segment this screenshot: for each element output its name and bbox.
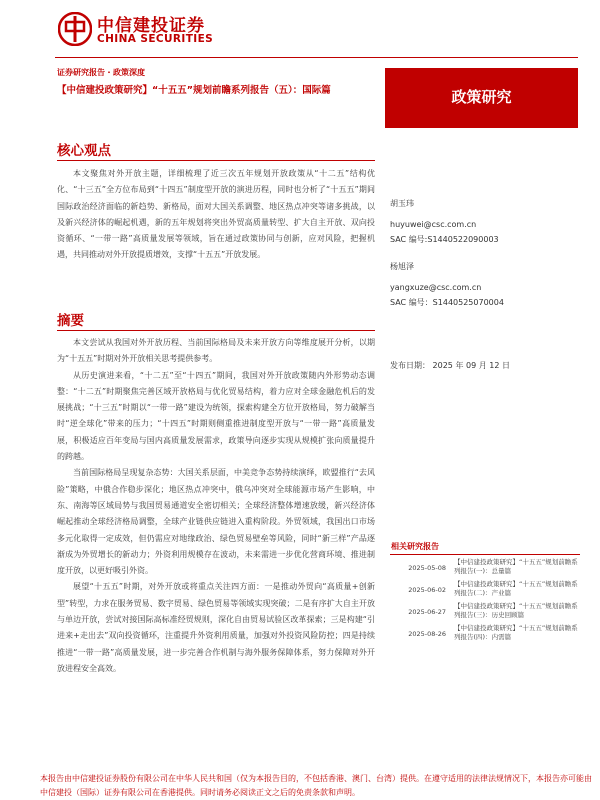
author-name: 杨旭泽: [390, 262, 414, 271]
related-item-title[interactable]: 【中信建投政策研究】“十五五”规划前瞻系列报告(三)：历史回顾篇: [454, 602, 578, 619]
summary-paragraph: 从历史演进来看，“十二五”至“十四五”期间，我国对外开放政策随内外形势动态调整：“十二五”时期聚焦完善区域开放格局与优化贸易结构，着力应对全球金融危机后的发展挑战；“十三五”时期以“一带一路”建设为统领，探索构建全方位开放格局，努力破解当时“逆全球化”带来的压力；“十四五”时期则侧重推进制度型开放与“一带一路”高质量发展，积极适应百年变局与国内高质量发展需求，政策导向逐步实现从规模扩张向质量提升的跨越。: [57, 370, 375, 462]
side-banner-label: 政策研究: [451, 88, 512, 106]
china-securities-logo-icon: [58, 12, 92, 46]
summary-paragraph: 当前国际格局呈现复杂态势：大国关系层面，中美竞争态势持续演绎，欧盟推行“去风险”策略，中俄合作稳步深化；地区热点冲突中，俄乌冲突对全球能源市场产生影响，中东、南海等区域局势与我国贸易通道安全密切相关；全球经济整体增速放缓，新兴经济体崛起推动全球经济格局调整，全球产业链供应链进入重构阶段。外贸领域，我国出口市场多元化取得一定成效，但仍需应对地缘政治、绿色贸易壁垒等风险，同时“新三样”产品逐渐成为外贸增长的新动力；外资利用规模存在波动，未来需进一步优化营商环境、推进制度开放，以更好吸引外资。: [57, 468, 375, 576]
summary-paragraph: 本文尝试从我国对外开放历程、当前国际格局及未来开放方向等维度展开分析，以期为“十五五”时期对外开放相关思考提供参考。: [57, 338, 375, 364]
related-item[interactable]: [390, 602, 580, 624]
related-item[interactable]: [390, 580, 580, 602]
related-heading: 相关研究报告: [391, 542, 439, 551]
disclaimer-footer: 本报告由中信建投证券股份有限公司在中华人民共和国（仅为本报告目的，不包括香港、澳门、台湾）提供。在遵守适用的法律法规情况下，本报告亦可能由中信建投（国际）证券有限公司在香港提供。同时请务必阅读正文之后的免责条款和声明。: [40, 774, 592, 797]
author-email: yangxuze@csc.com.cn: [390, 283, 482, 292]
summary-paragraph: 展望“十五五”时期，对外开放或将重点关注四方面：一是推动外贸向“高质量+创新型”转型，力求在服务贸易、数字贸易、绿色贸易等领域实现突破；二是有序扩大自主开放与单边开放，尝试对接国际高标准经贸规则，深化自由贸易试验区改革探索；三是构建“引进来+走出去”双向投资循环，注重提升外资利用质量，加强对外投资风险防控；四是持续推进“一带一路”高质量发展，进一步完善合作机制与海外服务保障体系，努力保障对外开放进程安全高效。: [57, 582, 375, 673]
related-divider: [390, 554, 580, 555]
related-item-title[interactable]: 【中信建投政策研究】“十五五”规划前瞻系列报告(二)：产业篇: [454, 580, 578, 597]
author-card: [390, 259, 580, 310]
report-title: 【中信建投政策研究】“十五五”规划前瞻系列报告（五）：国际篇: [57, 85, 331, 96]
related-item-title[interactable]: 【中信建投政策研究】“十五五”规划前瞻系列报告(四)：内需篇: [454, 624, 578, 641]
related-item-date: 2025-06-27: [408, 608, 446, 616]
report-category: 证券研究报告・政策深度: [57, 68, 145, 77]
summary-heading: 摘要: [57, 313, 84, 329]
core-heading: 核心观点: [57, 143, 111, 159]
author-sac: SAC 编号:S1440522090003: [390, 235, 499, 244]
related-item-date: 2025-05-08: [408, 564, 446, 572]
related-item[interactable]: [390, 558, 580, 580]
author-name: 胡玉玮: [390, 199, 414, 208]
core-text: 本文聚焦对外开放主题，详细梳理了近三次五年规划开放政策从“十二五”结构优化、“十三五”全方位布局到“十四五”制度型开放的演进历程，同时也分析了“十五五”期间国际政治经济面临的新趋势、新格局，面对大国关系调整、地区热点冲突等诸多挑战，以及新兴经济体的崛起机遇，新的五年规划将突出外贸高质量转型、扩大自主开放、双向投资循环、“一带一路”高质量发展等领域，旨在通过政策协同与创新，应对风险，把握机遇，共同推动对外开放提质增效，支撑“十五五”开放发展。: [57, 169, 375, 260]
related-item-title[interactable]: 【中信建投政策研究】“十五五”规划前瞻系列报告(一)：总量篇: [454, 558, 578, 575]
logo-text-en: CHINA SECURITIES: [97, 33, 214, 45]
publish-date: 发布日期： 2025 年 09 月 12 日: [390, 361, 510, 370]
author-card: [390, 196, 580, 247]
summary-divider: [57, 330, 375, 331]
related-item-date: 2025-08-26: [408, 630, 446, 638]
core-divider: [57, 160, 375, 161]
author-email: huyuwei@csc.com.cn: [390, 220, 477, 229]
summary-body: [57, 335, 375, 677]
author-sac: SAC 编号：S1440525070004: [390, 298, 504, 307]
related-item-date: 2025-06-02: [408, 586, 446, 594]
logo-text-cn: 中信建投证券: [97, 16, 205, 36]
header-divider: [55, 57, 578, 58]
related-item[interactable]: [390, 624, 580, 646]
